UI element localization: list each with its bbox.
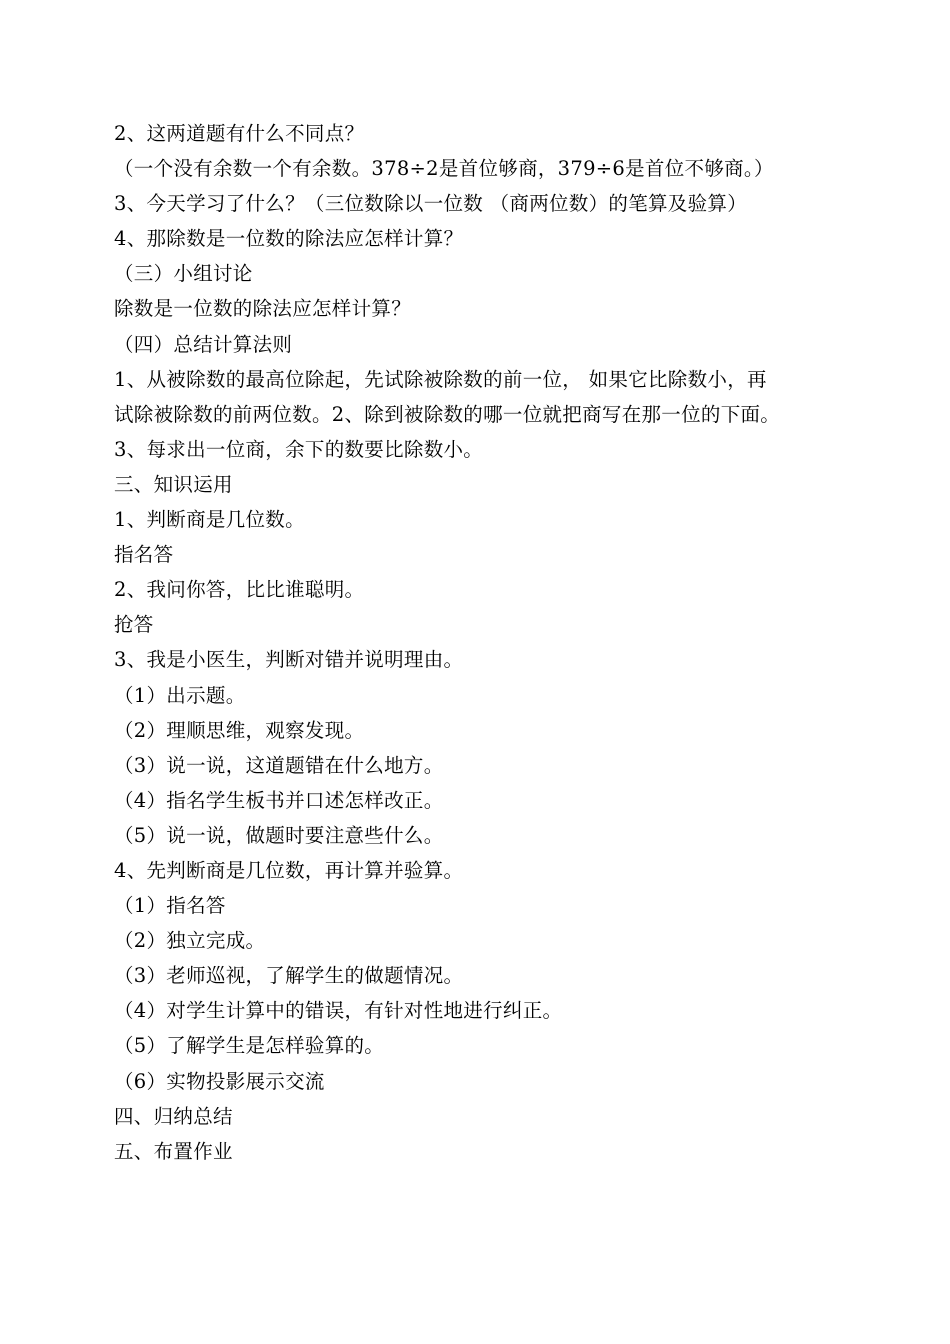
list-item: （2）独立完成。	[114, 929, 266, 953]
list-item: （4）对学生计算中的错误，有针对性地进行纠正。	[114, 999, 563, 1023]
text-line: 指名答	[114, 543, 174, 567]
text-line: 2、我问你答，比比谁聪明。	[114, 578, 365, 602]
list-item: （5）了解学生是怎样验算的。	[114, 1034, 385, 1058]
text-line: 试除被除数的前两位数。2、除到被除数的哪一位就把商写在那一位的下面。	[114, 402, 781, 426]
list-item: （3）老师巡视，了解学生的做题情况。	[114, 964, 464, 988]
text-line: 抢答	[114, 613, 154, 637]
text-line: 1、从被除数的最高位除起，先试除被除数的前一位， 如果它比除数小，再	[114, 367, 767, 391]
list-item: （3）说一说，这道题错在什么地方。	[114, 753, 444, 777]
text-line: 4、先判断商是几位数，再计算并验算。	[114, 858, 464, 882]
section-heading: 五、布置作业	[114, 1139, 233, 1163]
list-item: （5）说一说，做题时要注意些什么。	[114, 823, 444, 847]
text-line: 4、那除数是一位数的除法应怎样计算？	[114, 227, 464, 251]
list-item: （2）理顺思维，观察发现。	[114, 718, 365, 742]
list-item: （1）指名答	[114, 894, 226, 918]
text-line: 3、今天学习了什么？（三位数除以一位数 （商两位数）的笔算及验算）	[114, 192, 748, 216]
list-item: （4）指名学生板书并口述怎样改正。	[114, 788, 444, 812]
section-heading: （四）总结计算法则	[114, 332, 293, 356]
text-line: 3、每求出一位商，余下的数要比除数小。	[114, 437, 484, 461]
text-line: 2、这两道题有什么不同点？	[114, 122, 365, 145]
text-line: 除数是一位数的除法应怎样计算？	[114, 297, 412, 321]
document-body	[114, 116, 864, 1169]
list-item: （1）出示题。	[114, 683, 246, 707]
text-line: 3、我是小医生，判断对错并说明理由。	[114, 648, 464, 672]
section-heading: 三、知识运用	[114, 472, 233, 496]
text-line: （一个没有余数一个有余数。378÷2是首位够商，379÷6是首位不够商。）	[114, 157, 774, 181]
section-heading: （三）小组讨论	[114, 262, 253, 286]
section-heading: 四、归纳总结	[114, 1104, 233, 1128]
text-line: 1、判断商是几位数。	[114, 508, 305, 532]
list-item: （6）实物投影展示交流	[114, 1069, 325, 1093]
